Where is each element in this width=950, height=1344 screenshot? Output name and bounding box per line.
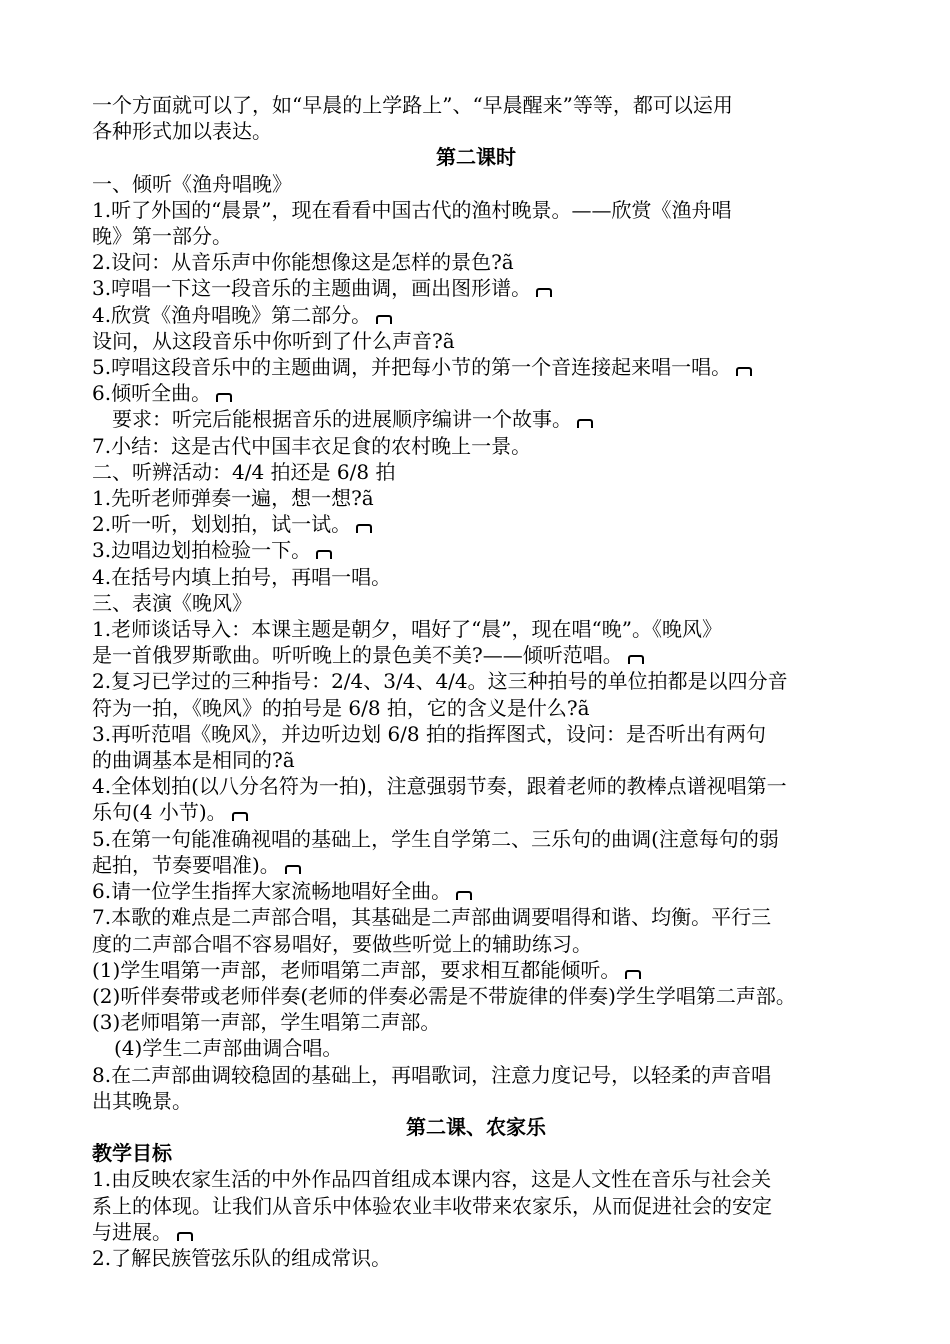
arc-mark-icon xyxy=(315,547,333,559)
text-line xyxy=(92,642,860,668)
line-text: 乐句(4 小节)。 xyxy=(92,800,227,825)
text-line: 出其晚景。 xyxy=(92,1088,192,1113)
text-line: 4.在括号内填上拍号，再唱一唱。 xyxy=(92,564,392,589)
text-line xyxy=(92,511,860,537)
section-heading: 第二课、农家乐 xyxy=(406,1114,546,1139)
text-line: 1.听了外国的“晨景”，现在看看中国古代的渔村晚景。——欣赏《渔舟唱 xyxy=(92,197,732,222)
text-line: 8.在二声部曲调较稳固的基础上，再唱歌词，注意力度记号，以轻柔的声音唱 xyxy=(92,1062,772,1087)
text-line: 二、听辨活动：4/4 拍还是 6/8 拍 xyxy=(92,459,396,484)
line-text: 要求：听完后能根据音乐的进展顺序编讲一个故事。 xyxy=(112,407,572,432)
text-line: 三、表演《晚风》 xyxy=(92,590,252,615)
line-text: 起拍，节奏要唱准)。 xyxy=(92,852,280,877)
line-text: 3.边唱边划拍检验一下。 xyxy=(92,538,312,563)
arc-mark-icon xyxy=(627,652,645,664)
text-line: 7.小结：这是古代中国丰衣足食的农村晚上一景。 xyxy=(92,433,532,458)
text-line: (4)学生二声部曲调合唱。 xyxy=(114,1036,343,1061)
line-text: 6.倾听全曲。 xyxy=(92,381,212,406)
text-line: 的曲调基本是相同的?ã xyxy=(92,748,295,773)
text-line: 符为一拍，《晚风》的拍号是 6/8 拍，它的含义是什么?ã xyxy=(92,695,590,720)
text-line: 5.在第一句能准确视唱的基础上，学生自学第二、三乐句的曲调(注意每句的弱 xyxy=(92,826,779,851)
text-line xyxy=(92,406,860,432)
text-line: (3)老师唱第一声部，学生唱第二声部。 xyxy=(92,1010,441,1035)
arc-mark-icon xyxy=(176,1229,194,1241)
text-line: 晚》第一部分。 xyxy=(92,224,232,249)
text-line xyxy=(92,799,860,825)
arc-mark-icon xyxy=(624,967,642,979)
text-line: 4.全体划拍(以八分名符为一拍)，注意强弱节奏，跟着老师的教棒点谱视唱第一 xyxy=(92,774,787,799)
arc-mark-icon xyxy=(284,862,302,874)
text-line xyxy=(92,302,860,328)
text-line xyxy=(92,852,860,878)
document-page xyxy=(92,92,860,1271)
arc-mark-icon xyxy=(215,390,233,402)
line-text: 6.请一位学生指挥大家流畅地唱好全曲。 xyxy=(92,879,452,904)
line-text: 2.听一听，划划拍，试一试。 xyxy=(92,512,352,537)
text-line: 1.先听老师弹奏一遍，想一想?ã xyxy=(92,486,374,511)
text-line xyxy=(92,537,860,563)
arc-mark-icon xyxy=(375,312,393,324)
text-line xyxy=(92,1219,860,1245)
line-text: 4.欣赏《渔舟唱晚》第二部分。 xyxy=(92,302,372,327)
arc-mark-icon xyxy=(355,521,373,533)
text-line: 2.设问：从音乐声中你能想像这是怎样的景色?ã xyxy=(92,250,514,275)
text-line xyxy=(92,275,860,301)
text-line xyxy=(92,354,860,380)
arc-mark-icon xyxy=(576,416,594,428)
text-line: (2)听伴奏带或老师伴奏(老师的伴奏必需是不带旋律的伴奏)学生学唱第二声部。 xyxy=(92,983,796,1008)
line-text: 与进展。 xyxy=(92,1219,172,1244)
line-text: 3.哼唱一下这一段音乐的主题曲调，画出图形谱。 xyxy=(92,276,532,301)
text-line: 3.再听范唱《晚风》，并边听边划 6/8 拍的指挥图式，设问：是否听出有两句 xyxy=(92,721,766,746)
text-line: 一、倾听《渔舟唱晚》 xyxy=(92,171,292,196)
text-line: 2.了解民族管弦乐队的组成常识。 xyxy=(92,1245,392,1270)
text-line: 2.复习已学过的三种指号：2/4、3/4、4/4。这三种拍号的单位拍都是以四分音 xyxy=(92,669,788,694)
line-text: (1)学生唱第一声部，老师唱第二声部，要求相互都能倾听。 xyxy=(92,957,621,982)
section-heading: 第二课时 xyxy=(436,145,516,170)
text-line: 各种形式加以表达。 xyxy=(92,119,272,144)
arc-mark-icon xyxy=(455,888,473,900)
line-text: 是一首俄罗斯歌曲。听听晚上的景色美不美?——倾听范唱。 xyxy=(92,643,623,668)
text-line: 度的二声部合唱不容易唱好，要做些听觉上的辅助练习。 xyxy=(92,931,592,956)
subsection-heading: 教学目标 xyxy=(92,1141,172,1166)
text-line: 一个方面就可以了，如“早晨的上学路上”、“早晨醒来”等等，都可以运用 xyxy=(92,93,733,117)
arc-mark-icon xyxy=(231,809,249,821)
text-line: 7.本歌的难点是二声部合唱，其基础是二声部曲调要唱得和谐、均衡。平行三 xyxy=(92,905,772,930)
line-text: 5.哼唱这段音乐中的主题曲调，并把每小节的第一个音连接起来唱一唱。 xyxy=(92,355,732,380)
text-line: 设问，从这段音乐中你听到了什么声音?ã xyxy=(92,328,455,353)
arc-mark-icon xyxy=(535,285,553,297)
text-line: 1.由反映农家生活的中外作品四首组成本课内容，这是人文性在音乐与社会关 xyxy=(92,1167,772,1192)
text-line xyxy=(92,380,860,406)
text-line xyxy=(92,957,860,983)
arc-mark-icon xyxy=(735,364,753,376)
text-line xyxy=(92,878,860,904)
text-line: 系上的体现。让我们从音乐中体验农业丰收带来农家乐，从而促进社会的安定 xyxy=(92,1193,772,1218)
text-line: 1.老师谈话导入：本课主题是朝夕，唱好了“晨”，现在唱“晚”。《晚风》 xyxy=(92,617,722,642)
